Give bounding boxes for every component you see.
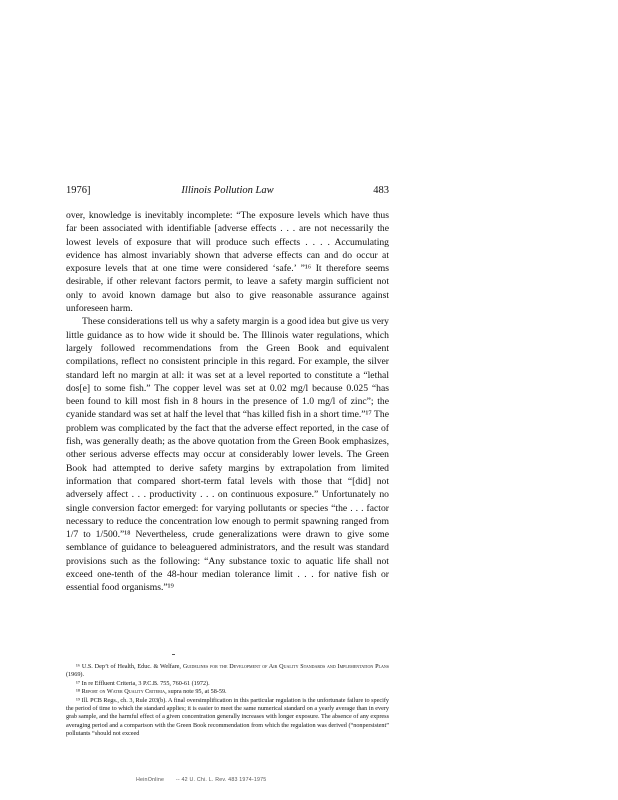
footer-citation: -- 42 U. Chi. L. Rev. 483 1974-1975 bbox=[175, 777, 267, 783]
volume-year: 1976] bbox=[66, 185, 91, 196]
paragraph-1: over, knowledge is inevitably incomplete: “The exposure levels which have thus far been associated with identifiable [adverse effects . . . are not necessarily the lowest levels of exposure that will produce such effects . . . . Accumulating evidence has almost invariably shown that adverse effects can and do occur at exposure levels that at one time were considered ‘safe.’ ”¹⁶ It therefore seems desirable, if other relevant factors permit, to leave a safety margin sufficient not only to avoid known damage but also to give reasonable assurance against unforeseen harm. bbox=[66, 210, 389, 315]
running-header bbox=[66, 185, 389, 199]
footnote-98: ¹⁸ Report on Water Quality Criteria, supra note 95, at 58-59. bbox=[76, 688, 227, 696]
footnote-99: ¹⁹ Ill. PCB Regs., ch. 3, Rule 203(b). A final oversimplification in this particular regulation is the unfortunate failure to specify the period of time to which the standard applies; it is easier to meet the same numerical standard on a yearly average than in every grab sample, and the harmful effect of a given concentration generally increases with longer exposure. The absence of any express averaging period and a comparison with the Green Book recommendation from which the regulation was derived (“nonpersistent” pollutants “should not exceed bbox=[66, 696, 389, 738]
body-text bbox=[66, 209, 389, 595]
footer-source: HeinOnline bbox=[136, 777, 165, 783]
footnotes bbox=[66, 663, 389, 739]
footnote-97: ¹⁷ In re Effluent Criteria, 3 P.C.B. 755, 760-61 (1972). bbox=[76, 679, 210, 687]
paragraph-2: These considerations tell us why a safety margin is a good idea but give us very little guidance as to how wide it should be. The Illinois water regulations, which largely followed recommendations from the Green Book and equivalent compilations, reflect no consistent principle in this regard. For example, the silver standard left no margin at all: it was set at a level reported to constitute a “lethal dos[e] to some fish.” The copper level was set at 0.02 mg/l because 0.025 “has been found to kill most fish in 8 hours in the presence of 1.0 mg/l of zinc”; the cyanide standard was set at half the level that “has killed fish in a short time.”¹⁷ The problem was complicated by the fact that the adverse effect reported, in the case of fish, was generally death; as the above quotation from the Green Book emphasizes, other serious adverse effects may occur at considerably lower levels. The Green Book had attempted to derive safety margins by extrapolation from limited information that compared short-term fatal levels with those that “[did] not adversely affect . . . productivity . . . on continuous exposure.” Unfortunately no single conversion factor emerged: for varying pollutants or species “the . . . factor necessary to reduce the concentration low enough to permit spawning ranged from 1/7 to 1/500.”¹⁸ Nevertheless, crude generalizations were drawn to give some semblance of guidance to beleaguered administrators, and the result was standard provisions such as the following: “Any substance toxic to aquatic life shall not exceed one-tenth of the 48-hour median tolerance limit . . . for native fish or essential food organisms.”¹⁹ bbox=[66, 316, 389, 594]
page-number: 483 bbox=[373, 185, 389, 196]
footnote-96: ¹⁶ U.S. Dep’t of Health, Educ. & Welfare, Guidelines for the Development of Air Quality Standards and Implementation Plans (1969). bbox=[66, 663, 389, 679]
footnote-divider bbox=[172, 654, 175, 655]
running-title: Illinois Pollution Law bbox=[181, 185, 274, 196]
page-footer bbox=[136, 777, 436, 783]
